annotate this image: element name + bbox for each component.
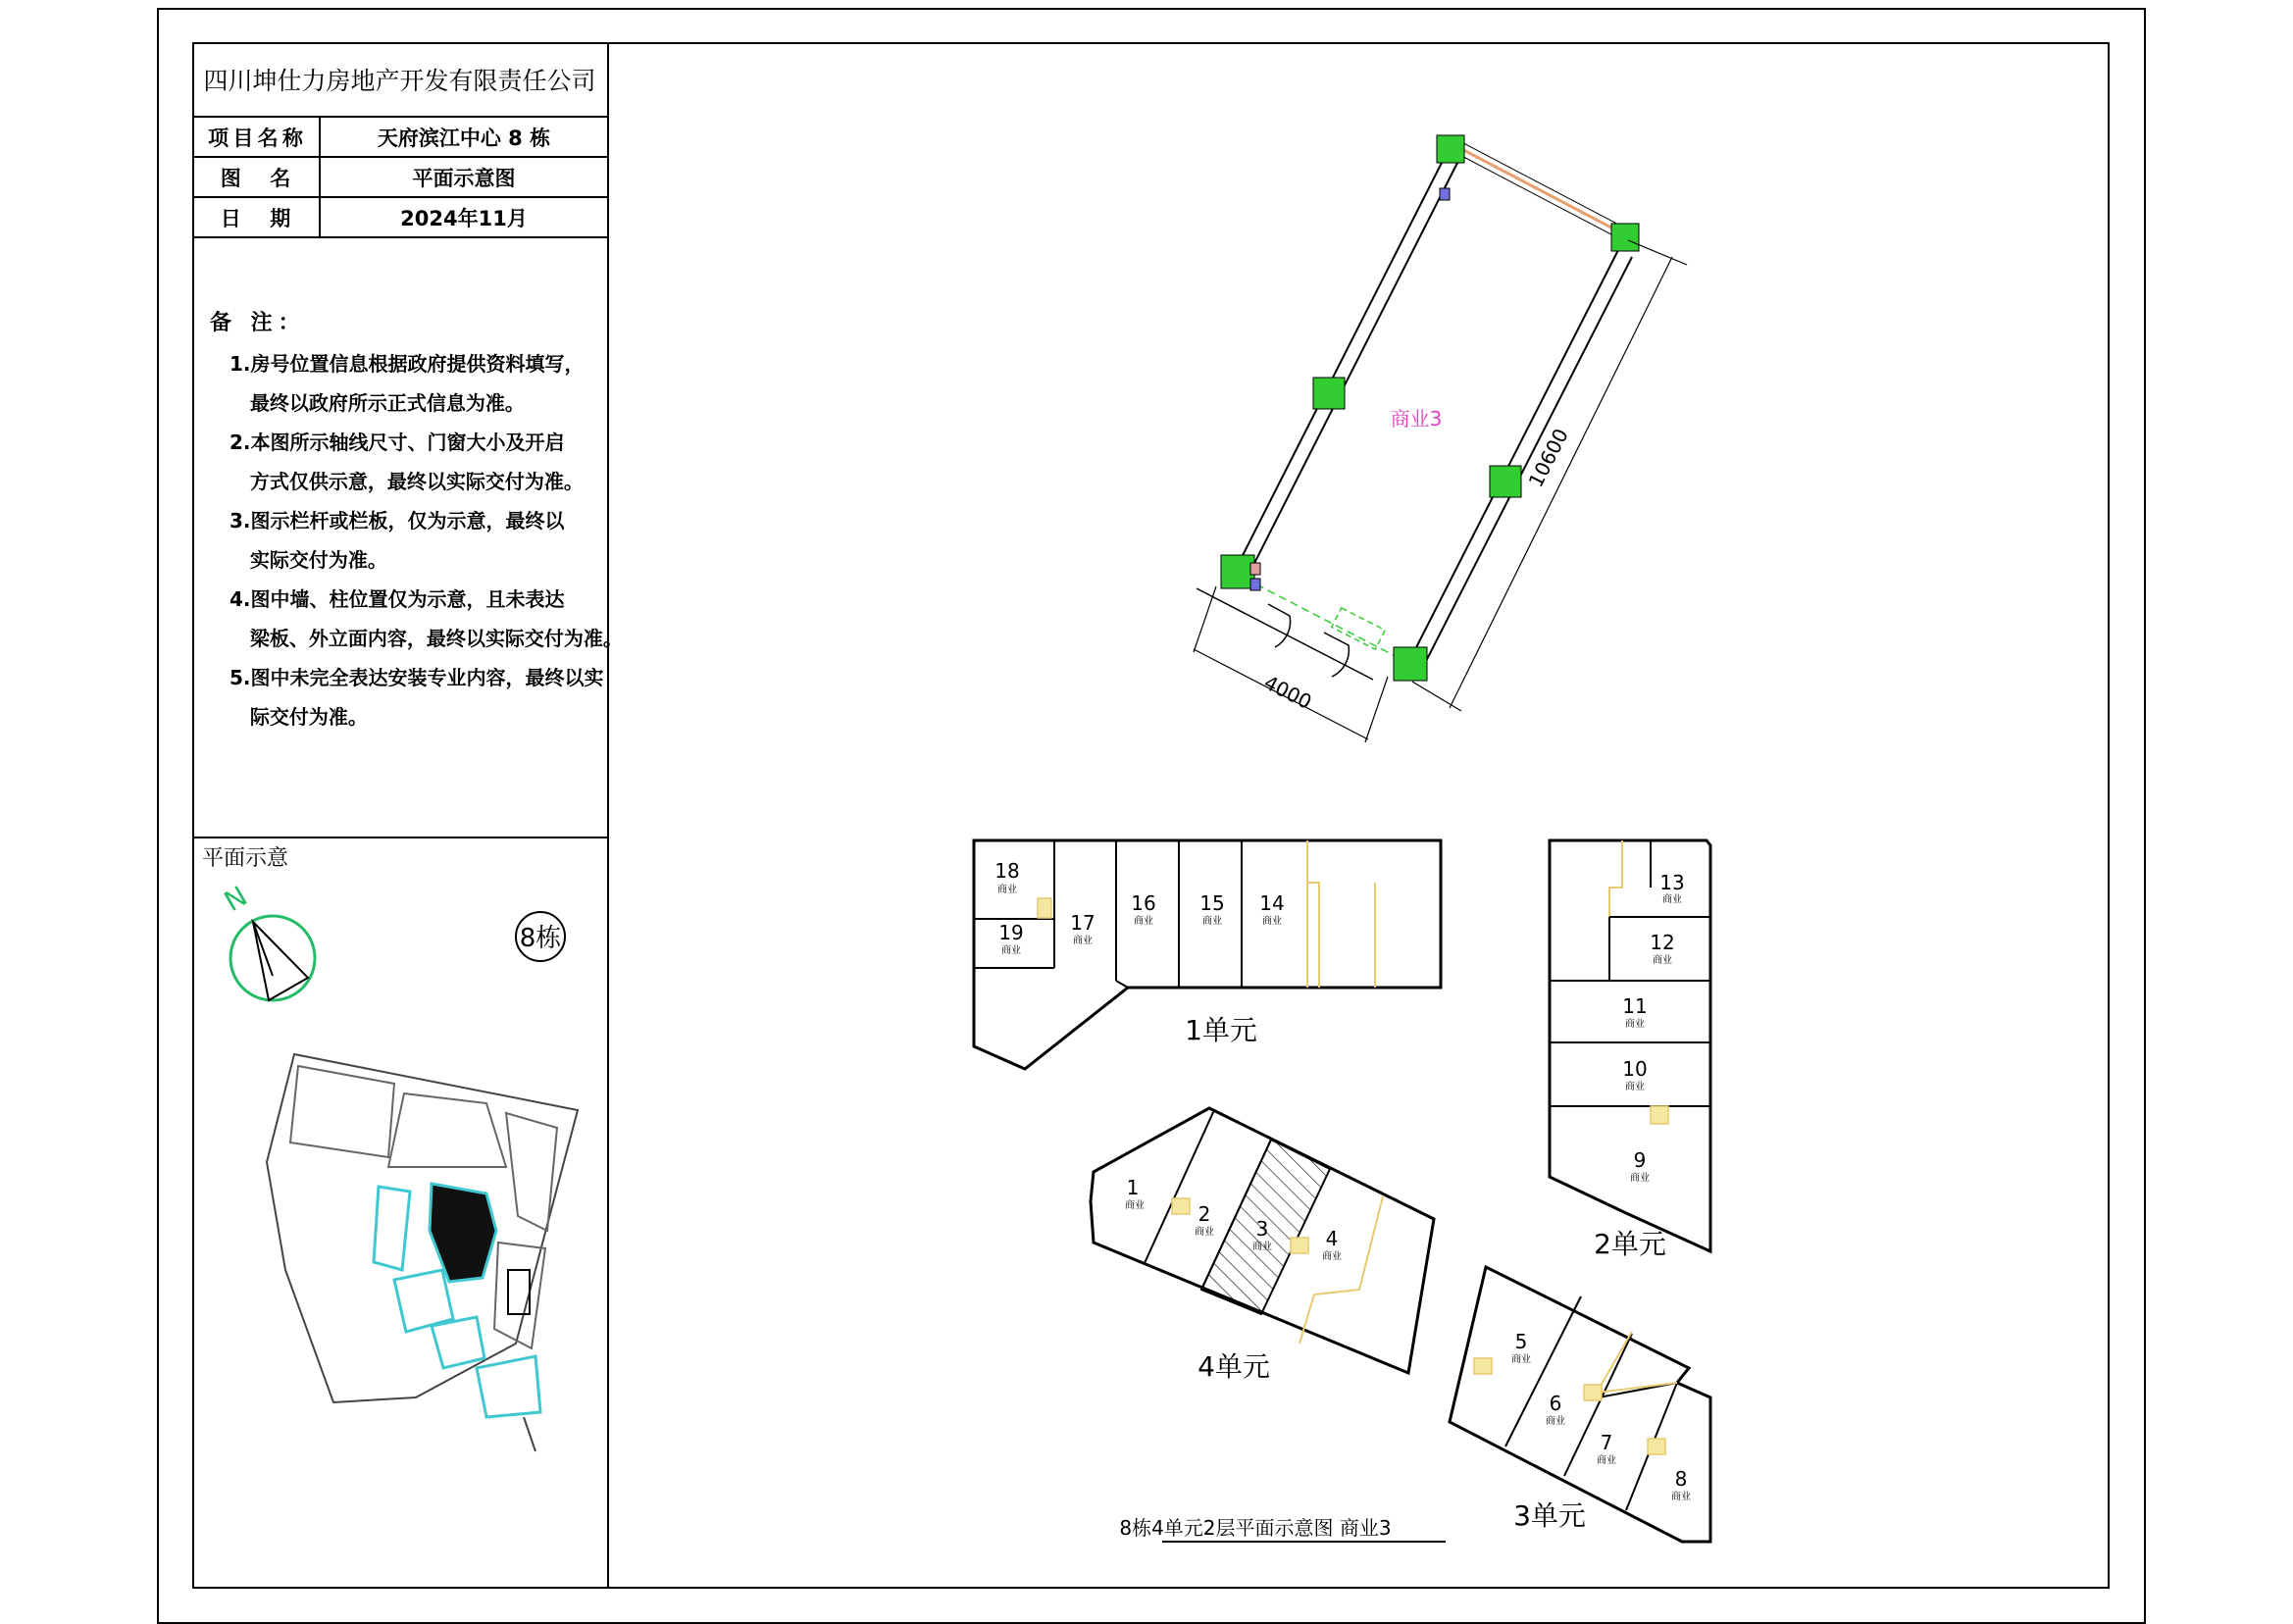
block-3 [1450,1267,1710,1542]
shop-number: 14 [1259,891,1285,915]
shop-number: 12 [1650,931,1675,954]
shop-number: 6 [1549,1392,1562,1415]
column [1221,555,1254,588]
svg-text:商业: 商业 [997,885,1017,895]
svg-text:商业: 商业 [1625,1019,1645,1030]
shop-number: 3 [1255,1217,1269,1241]
drawing-caption [1119,1516,1446,1542]
svg-text:商业: 商业 [1653,955,1672,966]
info-key-date: 日 期 [192,198,321,236]
shop-number: 17 [1070,911,1096,935]
note-line: 5.图中未完全表达安装专业内容，最终以实 [229,666,604,689]
north-label: N [219,880,253,919]
info-key-project: 项 目 名 称 [192,118,321,156]
svg-text:商业: 商业 [1630,1173,1650,1184]
note-line: 最终以政府所示正式信息为准。 [229,391,525,415]
project-name: 天府滨江中心 8 栋 [377,126,551,150]
shop-number: 13 [1659,871,1685,894]
note-line: 3.图示栏杆或栏板，仅为示意，最终以 [229,509,565,533]
shop-number: 8 [1674,1467,1688,1491]
info-key-drawing: 图 名 [192,158,321,196]
shop-number: 1 [1126,1176,1140,1199]
block-2 [1550,840,1710,1260]
block-label: 3单元 [1513,1499,1586,1532]
company-name: 四川坤仕力房地产开发有限责任公司 [192,42,607,118]
svg-text:商业: 商业 [1195,1227,1214,1238]
note-line: 1.房号位置信息根据政府提供资料填写， [229,352,585,376]
shop-number: 4 [1325,1227,1339,1250]
shop-number: 16 [1131,891,1156,915]
svg-text:8栋: 8栋 [519,924,562,953]
shop-number: 7 [1600,1431,1613,1454]
dimension-length: 10600 [1523,425,1573,491]
block-label: 1单元 [1185,1014,1257,1046]
note-line: 实际交付为准。 [229,548,387,572]
note-line: 方式仅供示意，最终以实际交付为准。 [229,470,584,493]
shop-number: 2 [1197,1202,1211,1226]
column [1313,378,1345,409]
svg-text:8栋4单元2层平面示意图 商业3: 8栋4单元2层平面示意图 商业3 [1119,1516,1392,1540]
dimension-width: 4000 [1260,670,1316,715]
shop-number: 11 [1622,994,1648,1018]
svg-text:商业: 商业 [1662,894,1682,905]
svg-text:商业: 商业 [1125,1200,1145,1211]
note-line: 梁板、外立面内容，最终以实际交付为准。 [229,627,623,650]
block-1 [974,840,1441,1069]
svg-text:商业: 商业 [1511,1354,1531,1365]
svg-text:商业: 商业 [1625,1082,1645,1092]
block-label: 4单元 [1197,1350,1270,1383]
shop-number: 18 [994,859,1020,883]
svg-text:商业: 商业 [1597,1455,1616,1466]
svg-text:商业: 商业 [1252,1242,1272,1252]
block-label: 2单元 [1594,1228,1666,1260]
svg-text:商业: 商业 [1001,945,1021,956]
svg-text:商业: 商业 [1322,1251,1342,1262]
note-line: 2.本图所示轴线尺寸、门窗大小及开启 [229,431,565,454]
shop-number: 5 [1514,1330,1528,1353]
notes-title: 备 注： [210,311,306,335]
svg-text:商业: 商业 [1134,916,1153,927]
column [1394,647,1427,681]
column [1490,466,1521,497]
unit-plan [1194,135,1687,742]
site-plan-title: 平面示意 [202,846,289,871]
drawing-name: 平面示意图 [412,166,516,190]
drawing-date: 2024年11月 [400,206,528,230]
note-line: 际交付为准。 [229,705,368,729]
unit-label: 商业3 [1390,407,1443,431]
shop-number: 15 [1199,891,1225,915]
column [1437,135,1464,163]
svg-text:商业: 商业 [1262,916,1282,927]
shop-number: 19 [998,921,1024,944]
svg-text:商业: 商业 [1546,1416,1565,1427]
shop-number: 9 [1633,1148,1647,1172]
shop-number: 10 [1622,1057,1648,1081]
svg-text:商业: 商业 [1202,916,1222,927]
block-4 [1091,1108,1434,1383]
note-line: 4.图中墙、柱位置仅为示意，且未表达 [229,587,565,611]
column [1611,224,1639,251]
svg-text:商业: 商业 [1073,936,1093,946]
svg-text:商业: 商业 [1671,1492,1691,1502]
